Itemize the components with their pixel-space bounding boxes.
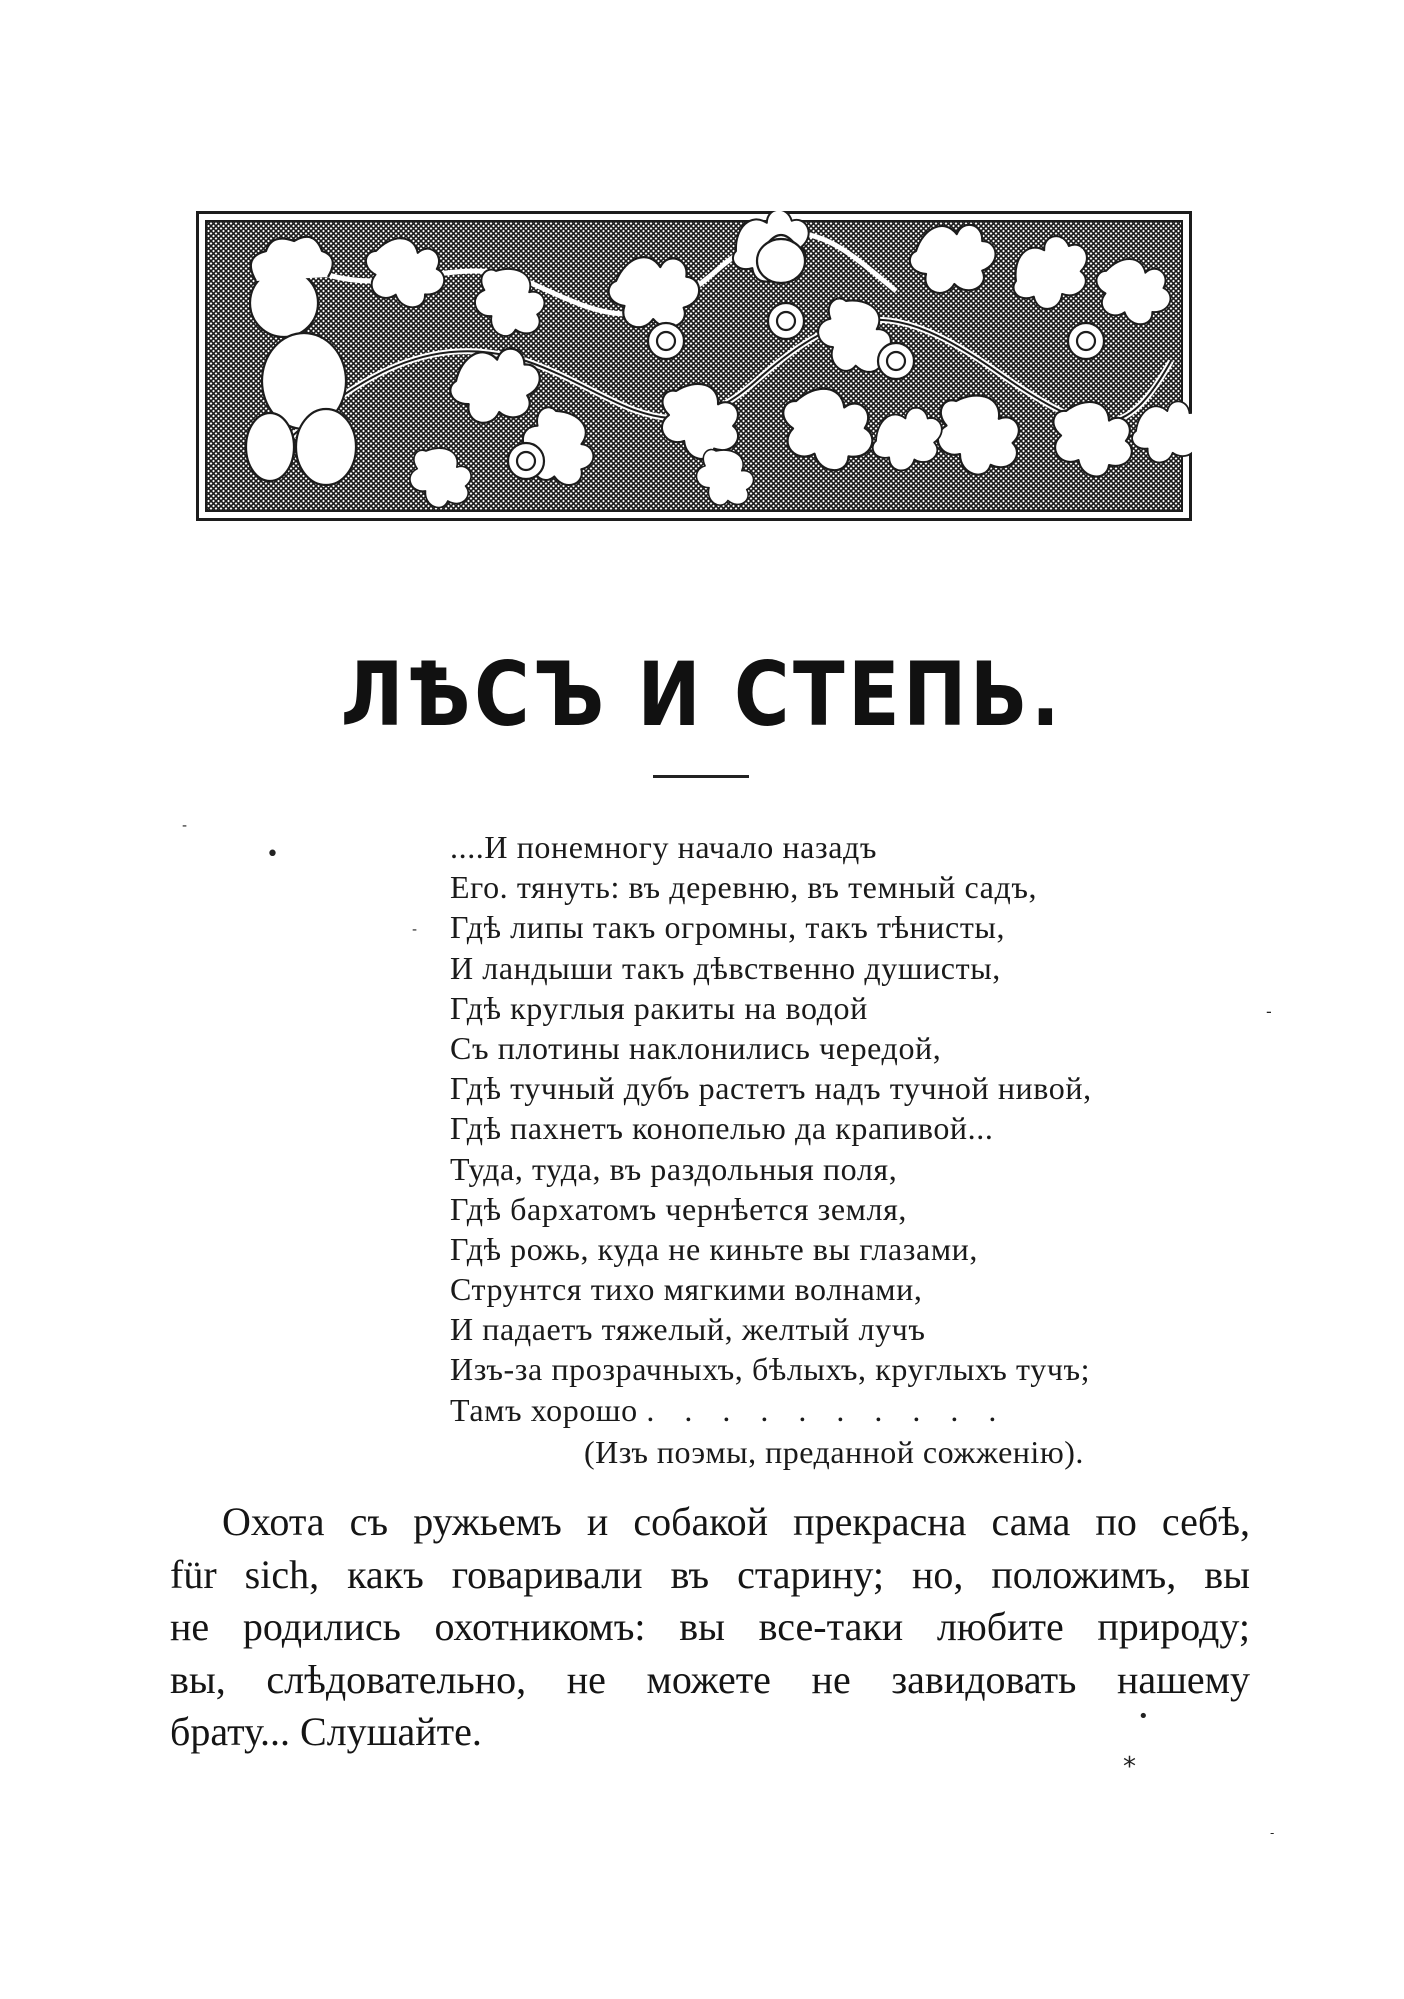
scroll-spiral [1068,323,1104,359]
poem-ellipsis: . . . . . . . . . . [646,1391,1008,1428]
asterisk-mark: * [1123,1752,1136,1782]
title-rule [653,775,749,778]
poem-line: И ландыши такъ дѣвственно душисты, [450,949,1001,986]
poem-line: Гдѣ круглыя ракиты на водой [450,989,868,1026]
print-speck: - [1270,1826,1275,1840]
prose-line: брату... Слушайте. [170,1709,482,1754]
floral-ornament-icon [196,211,1192,521]
print-speck: • [1138,1706,1149,1727]
poem-source: (Изъ поэмы, преданной сожженію). [584,1434,1084,1470]
ornamental-headpiece [196,211,1192,521]
cherub-leg [296,409,356,485]
poem-line: Гдѣ тучный дубъ растетъ надъ тучной нивой, [450,1070,1092,1107]
prose-line: Охота съ ружьемъ и собакой прекрасна сама по себѣ, [222,1499,1250,1544]
poem-line: Его. тянуть: въ деревню, въ темный садъ, [450,869,1038,906]
flower-bud [757,239,805,283]
scroll-spiral [878,343,914,379]
cherub-leg [246,413,294,481]
poem-line: Гдѣ бархатомъ чернѣется земля, [450,1190,908,1227]
poem-line: Изъ-за прозрачныхъ, бѣлыхъ, круглыхъ тучъ; [450,1351,1091,1388]
print-speck: - [1266,1002,1272,1021]
poem-line: Туда, туда, въ раздольныя поля, [450,1150,898,1187]
poem-last-words: Тамъ хорошо [450,1391,638,1428]
print-speck: • [266,842,279,867]
print-speck: - [182,818,188,834]
prose-line: не родились охотникомъ: вы все-таки любите природу; [170,1604,1250,1649]
poem-line-last [450,1390,1210,1430]
chapter-title: ЛѢСЪ И СТЕПЬ. [340,643,1064,746]
poem-line: ....И понемногу начало назадъ [450,829,878,865]
poem-line: Струнтся тихо мягкими волнами, [450,1271,923,1308]
poem-line: И падаетъ тяжелый, желтый лучъ [450,1311,926,1348]
poem-line: Гдѣ рожь, куда не киньте вы глазами, [450,1230,979,1267]
scroll-spiral [648,323,684,359]
prose-paragraph [170,1496,1250,1759]
print-speck: - [412,922,418,938]
scroll-spiral [768,303,804,339]
poem-line: Съ плотины наклонились чередой, [450,1029,942,1066]
prose-line: für sich, какъ говаривали въ старину; но, положимъ, вы [170,1551,1250,1597]
prose-line: вы, слѣдовательно, не можете не завидовать нашему [170,1656,1250,1702]
poem-line: Гдѣ пахнетъ конопелью да крапивой... [450,1110,994,1147]
poem-epigraph [450,827,1210,1430]
scroll-spiral [508,443,544,479]
poem-line: Гдѣ липы такъ огромны, такъ тѣнисты, [450,909,1006,946]
